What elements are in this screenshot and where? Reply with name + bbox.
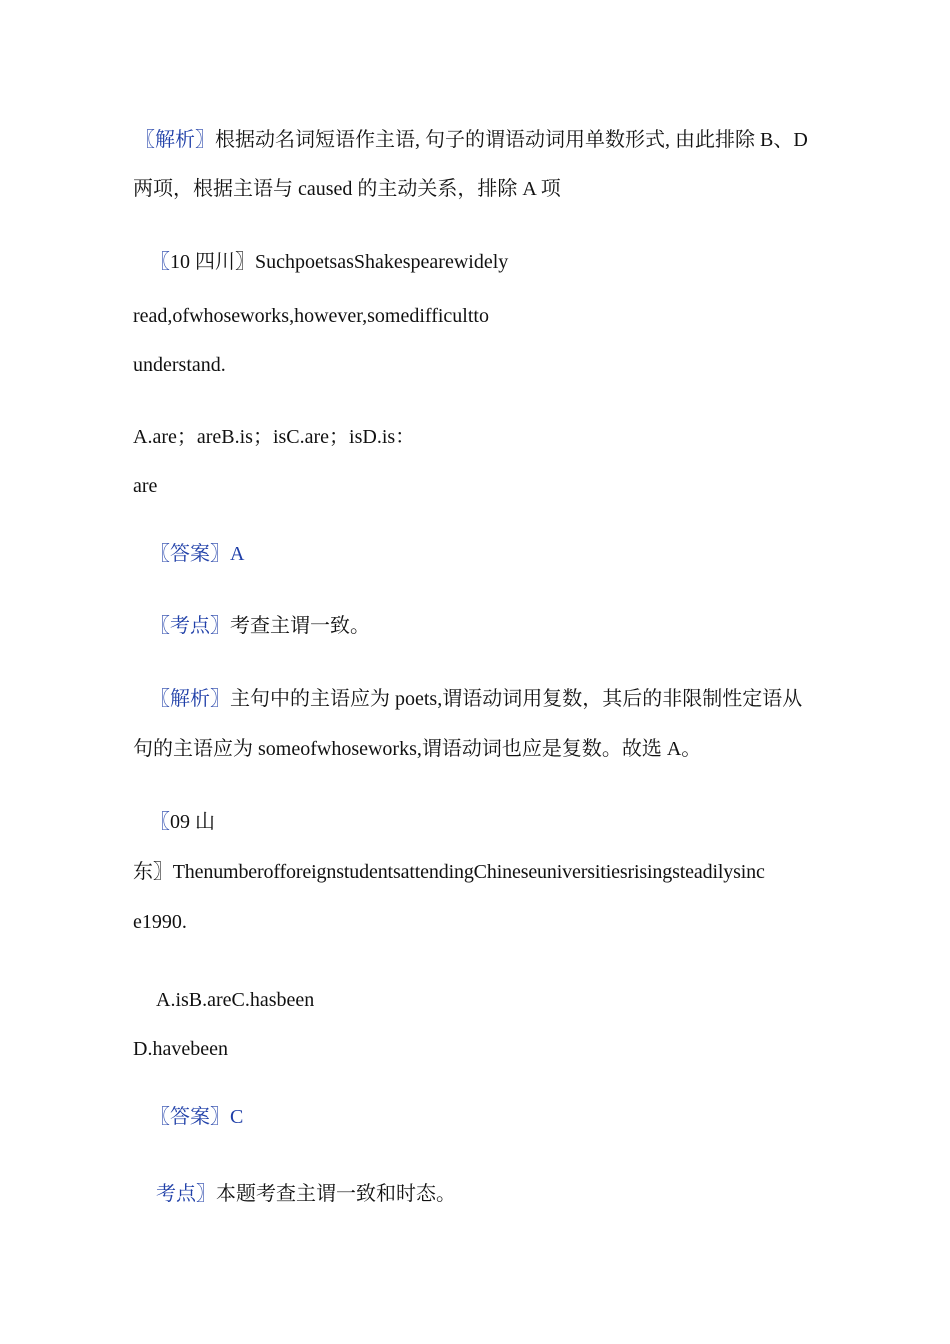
question-text: e1990. — [133, 911, 187, 933]
analysis-text: 两项，根据主语与 caused 的主动关系，排除 A 项 — [133, 178, 561, 200]
point-tag: 考点〗 — [156, 1183, 216, 1205]
answer-line-2 — [150, 1105, 243, 1129]
answer-line-1 — [150, 542, 244, 566]
question-text: read,ofwhoseworks,however,somedifficultto — [133, 305, 489, 327]
analysis-line-2 — [133, 177, 561, 201]
point-text: 考查主谓一致。 — [230, 615, 370, 637]
analysis-tag: 〖解析〗 — [135, 129, 215, 151]
options-text: D.havebeen — [133, 1038, 228, 1060]
answer-text: A — [230, 543, 245, 565]
answer-text: C — [230, 1106, 244, 1128]
answer-tag: 〖答案〗 — [150, 1106, 230, 1128]
analysis-tag: 〖解析〗 — [150, 688, 230, 710]
question-1-line-3 — [133, 353, 226, 377]
options-text: A.isB.areC.hasbeen — [156, 989, 315, 1011]
analysis-text: 句的主语应为 someofwhoseworks,谓语动词也应是复数。故选 A。 — [133, 738, 702, 760]
analysis-text: 根据动名词短语作主语, 句子的谓语动词用单数形式, 由此排除 B、D — [215, 129, 808, 151]
question-2-options-2 — [133, 1037, 228, 1061]
question-text: 东〗ThenumberofforeignstudentsattendingChineseuniversitiesrisingsteadilysinc — [133, 861, 765, 883]
options-text: are — [133, 475, 158, 497]
question-1-line-1 — [150, 250, 508, 274]
analysis-2-line-2 — [133, 737, 701, 761]
question-2-line-3 — [133, 910, 187, 934]
question-1-options-1 — [133, 425, 415, 449]
point-text: 本题考查主谓一致和时态。 — [216, 1183, 456, 1205]
question-tag: 〖 — [150, 811, 170, 833]
question-1-options-2 — [133, 474, 157, 498]
answer-tag: 〖答案〗 — [150, 543, 230, 565]
analysis-2-line-1 — [150, 687, 802, 711]
point-line-2 — [156, 1182, 456, 1206]
point-line-1 — [150, 614, 370, 638]
analysis-text: 主句中的主语应为 poets,谓语动词用复数，其后的非限制性定语从 — [230, 688, 803, 710]
options-text: A.are；areB.is；isC.are；isD.is： — [133, 426, 416, 448]
question-tag: 〖 — [150, 251, 170, 273]
analysis-line-1 — [135, 128, 808, 152]
question-text: 10 四川〗SuchpoetsasShakespearewidely — [170, 251, 509, 273]
question-text: 09 山 — [170, 811, 215, 833]
question-2-line-2 — [133, 860, 765, 884]
point-tag: 〖考点〗 — [150, 615, 230, 637]
question-1-line-2 — [133, 304, 489, 328]
question-2-line-1 — [150, 810, 215, 834]
question-2-options-1 — [156, 988, 314, 1012]
question-text: understand. — [133, 354, 226, 376]
